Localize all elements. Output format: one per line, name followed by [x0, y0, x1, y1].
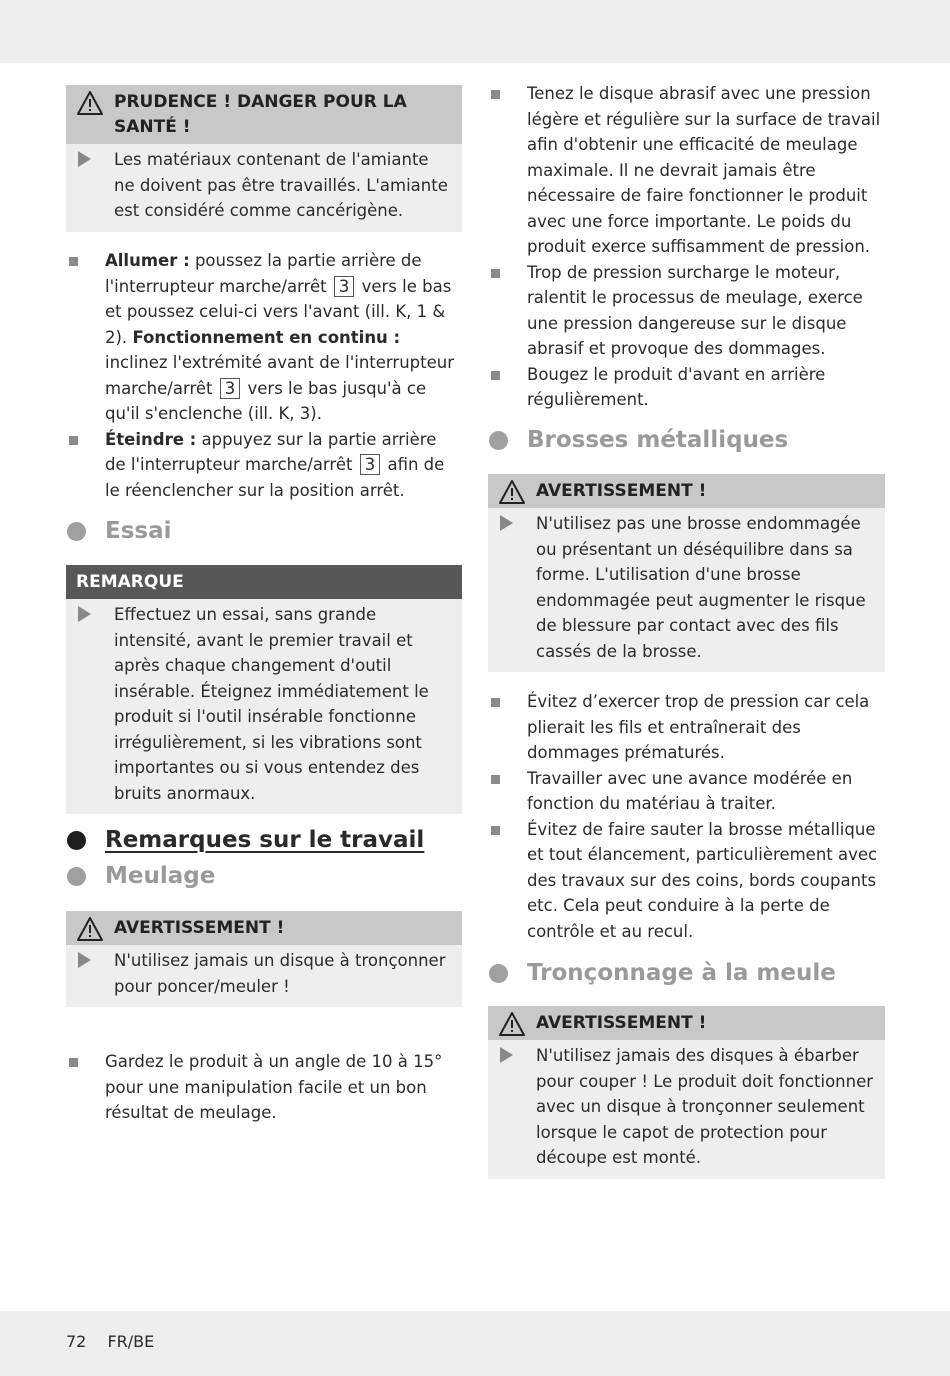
switch-list: [66, 248, 462, 503]
tronconnage-heading-text: Tronçonnage à la meule: [527, 960, 836, 986]
brosses-heading-text: Brosses métalliques: [527, 427, 789, 453]
remarque-header: [66, 565, 462, 599]
angle-text: Gardez le produit à un angle de 10 à 15° pour une manipulation facile et un bon résultat de meulage.: [105, 1052, 443, 1122]
list-item: [488, 362, 885, 413]
list-item: [488, 689, 885, 766]
avertissement-text-1: N'utilisez jamais un disque à tronçonner pour poncer/meuler !: [114, 951, 446, 996]
prudence-text: Les matériaux contenant de l'amiante ne doivent pas être travaillés. L'amiante est considéré comme cancérigène.: [114, 150, 448, 220]
list-item: [488, 817, 885, 945]
eteindre-label: Éteindre :: [105, 429, 197, 449]
main-heading: [66, 825, 424, 855]
avertissement-header-1: [66, 911, 462, 945]
meulage-list: [66, 1049, 462, 1126]
remarque-text: Effectuez un essai, sans grande intensité, avant le premier travail et après chaque changement d'outil insérable. Éteignez immédiatement le produit si l'outil insérable fonctionne irrégulièrement, si les vibrations sont importantes ou si vous entendez des bruits anormaux.: [114, 605, 429, 803]
allumer-label: Allumer :: [105, 251, 190, 270]
prudence-header: [66, 85, 462, 144]
avertissement-body-2: [488, 508, 885, 672]
arrow-icon: [500, 515, 513, 531]
list-item-eteindre: [66, 427, 462, 504]
avertissement-box-3: [488, 1006, 885, 1179]
arrow-icon: [78, 952, 91, 968]
allumer-text3: inclinez l'extrémité avant de l'interrupteur marche/arrêt: [105, 353, 454, 398]
allumer-text4: vers le bas jusqu'à ce qu'il s'enclenche (ill. K, 3).: [105, 378, 427, 423]
avertissement-box-1: [66, 911, 462, 1007]
arrow-icon: [78, 606, 91, 622]
avertissement-body-1: [66, 945, 462, 1007]
footer: [66, 1332, 170, 1351]
warning-icon: [76, 90, 104, 116]
meulage-heading-text: Meulage: [105, 863, 216, 889]
bullet-text: Bougez le produit d'avant en arrière régulièrement.: [527, 364, 826, 409]
avertissement-body-3: [488, 1040, 885, 1179]
tronconnage-heading: [488, 958, 836, 988]
switch-ref-badge: 3: [220, 378, 241, 399]
remarque-title: REMARQUE: [76, 572, 184, 592]
avertissement-text-2: N'utilisez pas une brosse endommagée ou présentant un déséquilibre dans sa forme. L'utilisation d'une brosse endommagée peut augmenter le risque de blessure par contact avec des fils cassés de la brosse.: [536, 514, 866, 661]
list-item-allumer: [66, 248, 462, 427]
bullet-dot-icon: [67, 867, 86, 886]
avertissement-header-2: [488, 474, 885, 508]
bullet-dot-icon: [67, 831, 86, 850]
language-code: FR/BE: [107, 1332, 155, 1351]
list-item: [488, 260, 885, 362]
remarque-box: [66, 565, 462, 814]
avertissement-title-1: AVERTISSEMENT !: [114, 918, 285, 938]
bullet-text: Tenez le disque abrasif avec une pression légère et régulière sur la surface de travail afin d'obtenir une efficacité de meulage maximale. Il ne devrait jamais être nécessaire de faire fonctionner le produit avec une force importante. Le poids du produit exerce suffisamment de pression.: [527, 84, 881, 256]
eteindre-text1: appuyez sur la partie arrière de l'interrupteur marche/arrêt: [105, 429, 437, 474]
prudence-box: [66, 85, 462, 232]
brush-list: [488, 689, 885, 944]
prudence-body: [66, 144, 462, 232]
avertissement-box-2: [488, 474, 885, 672]
list-item: [66, 1049, 462, 1126]
bullet-dot-icon: [67, 522, 86, 541]
warning-icon: [498, 479, 526, 505]
avertissement-title-3: AVERTISSEMENT !: [536, 1013, 707, 1033]
bullet-dot-icon: [489, 431, 508, 450]
avertissement-text-3: N'utilisez jamais des disques à ébarber pour couper ! Le produit doit fonctionner avec un disque à tronçonner seulement lorsque le capot de protection pour découpe est monté.: [536, 1046, 874, 1167]
list-item: [488, 766, 885, 817]
bullet-dot-icon: [489, 964, 508, 983]
brosses-heading: [488, 425, 788, 455]
essai-heading-text: Essai: [105, 518, 172, 544]
grinding-list: [488, 81, 885, 413]
eteindre-text2: afin de le réenclencher sur la position arrêt.: [105, 455, 445, 500]
bullet-text: Évitez de faire sauter la brosse métallique et tout élancement, particulièrement avec des travaux sur des coins, bords coupants etc. Cela peut conduire à la perte de contrôle et au recul.: [527, 819, 878, 941]
avertissement-header-3: [488, 1006, 885, 1040]
top-bar: [0, 0, 950, 63]
page-number: 72: [66, 1332, 87, 1351]
bullet-text: Trop de pression surcharge le moteur, ralentit le processus de meulage, exerce une pression dangereuse sur le disque abrasif et provoque des dommages.: [527, 262, 863, 358]
allumer-text2: vers le bas et poussez celui-ci vers l'avant (ill. K, 1 & 2).: [105, 276, 452, 347]
continu-label: Fonctionnement en continu :: [132, 327, 401, 347]
warning-icon: [76, 916, 104, 942]
arrow-icon: [78, 151, 91, 167]
main-heading-text: Remarques sur le travail: [105, 827, 425, 853]
bullet-text: Travailler avec une avance modérée en fonction du matériau à traiter.: [527, 768, 853, 813]
warning-icon: [498, 1011, 526, 1037]
switch-ref-badge: 3: [334, 276, 355, 297]
avertissement-title-2: AVERTISSEMENT !: [536, 481, 707, 501]
remarque-body: [66, 599, 462, 814]
list-item: [488, 81, 885, 260]
arrow-icon: [500, 1047, 513, 1063]
bullet-text: Évitez d’exercer trop de pression car cela plierait les fils et entraînerait des dommages prématurés.: [527, 692, 870, 762]
switch-ref-badge: 3: [360, 454, 381, 475]
essai-heading: [66, 516, 172, 546]
allumer-text1: poussez la partie arrière de l'interrupteur marche/arrêt: [105, 251, 422, 296]
prudence-title: PRUDENCE ! DANGER POUR LA SANTÉ !: [114, 92, 407, 137]
meulage-heading: [66, 861, 215, 891]
